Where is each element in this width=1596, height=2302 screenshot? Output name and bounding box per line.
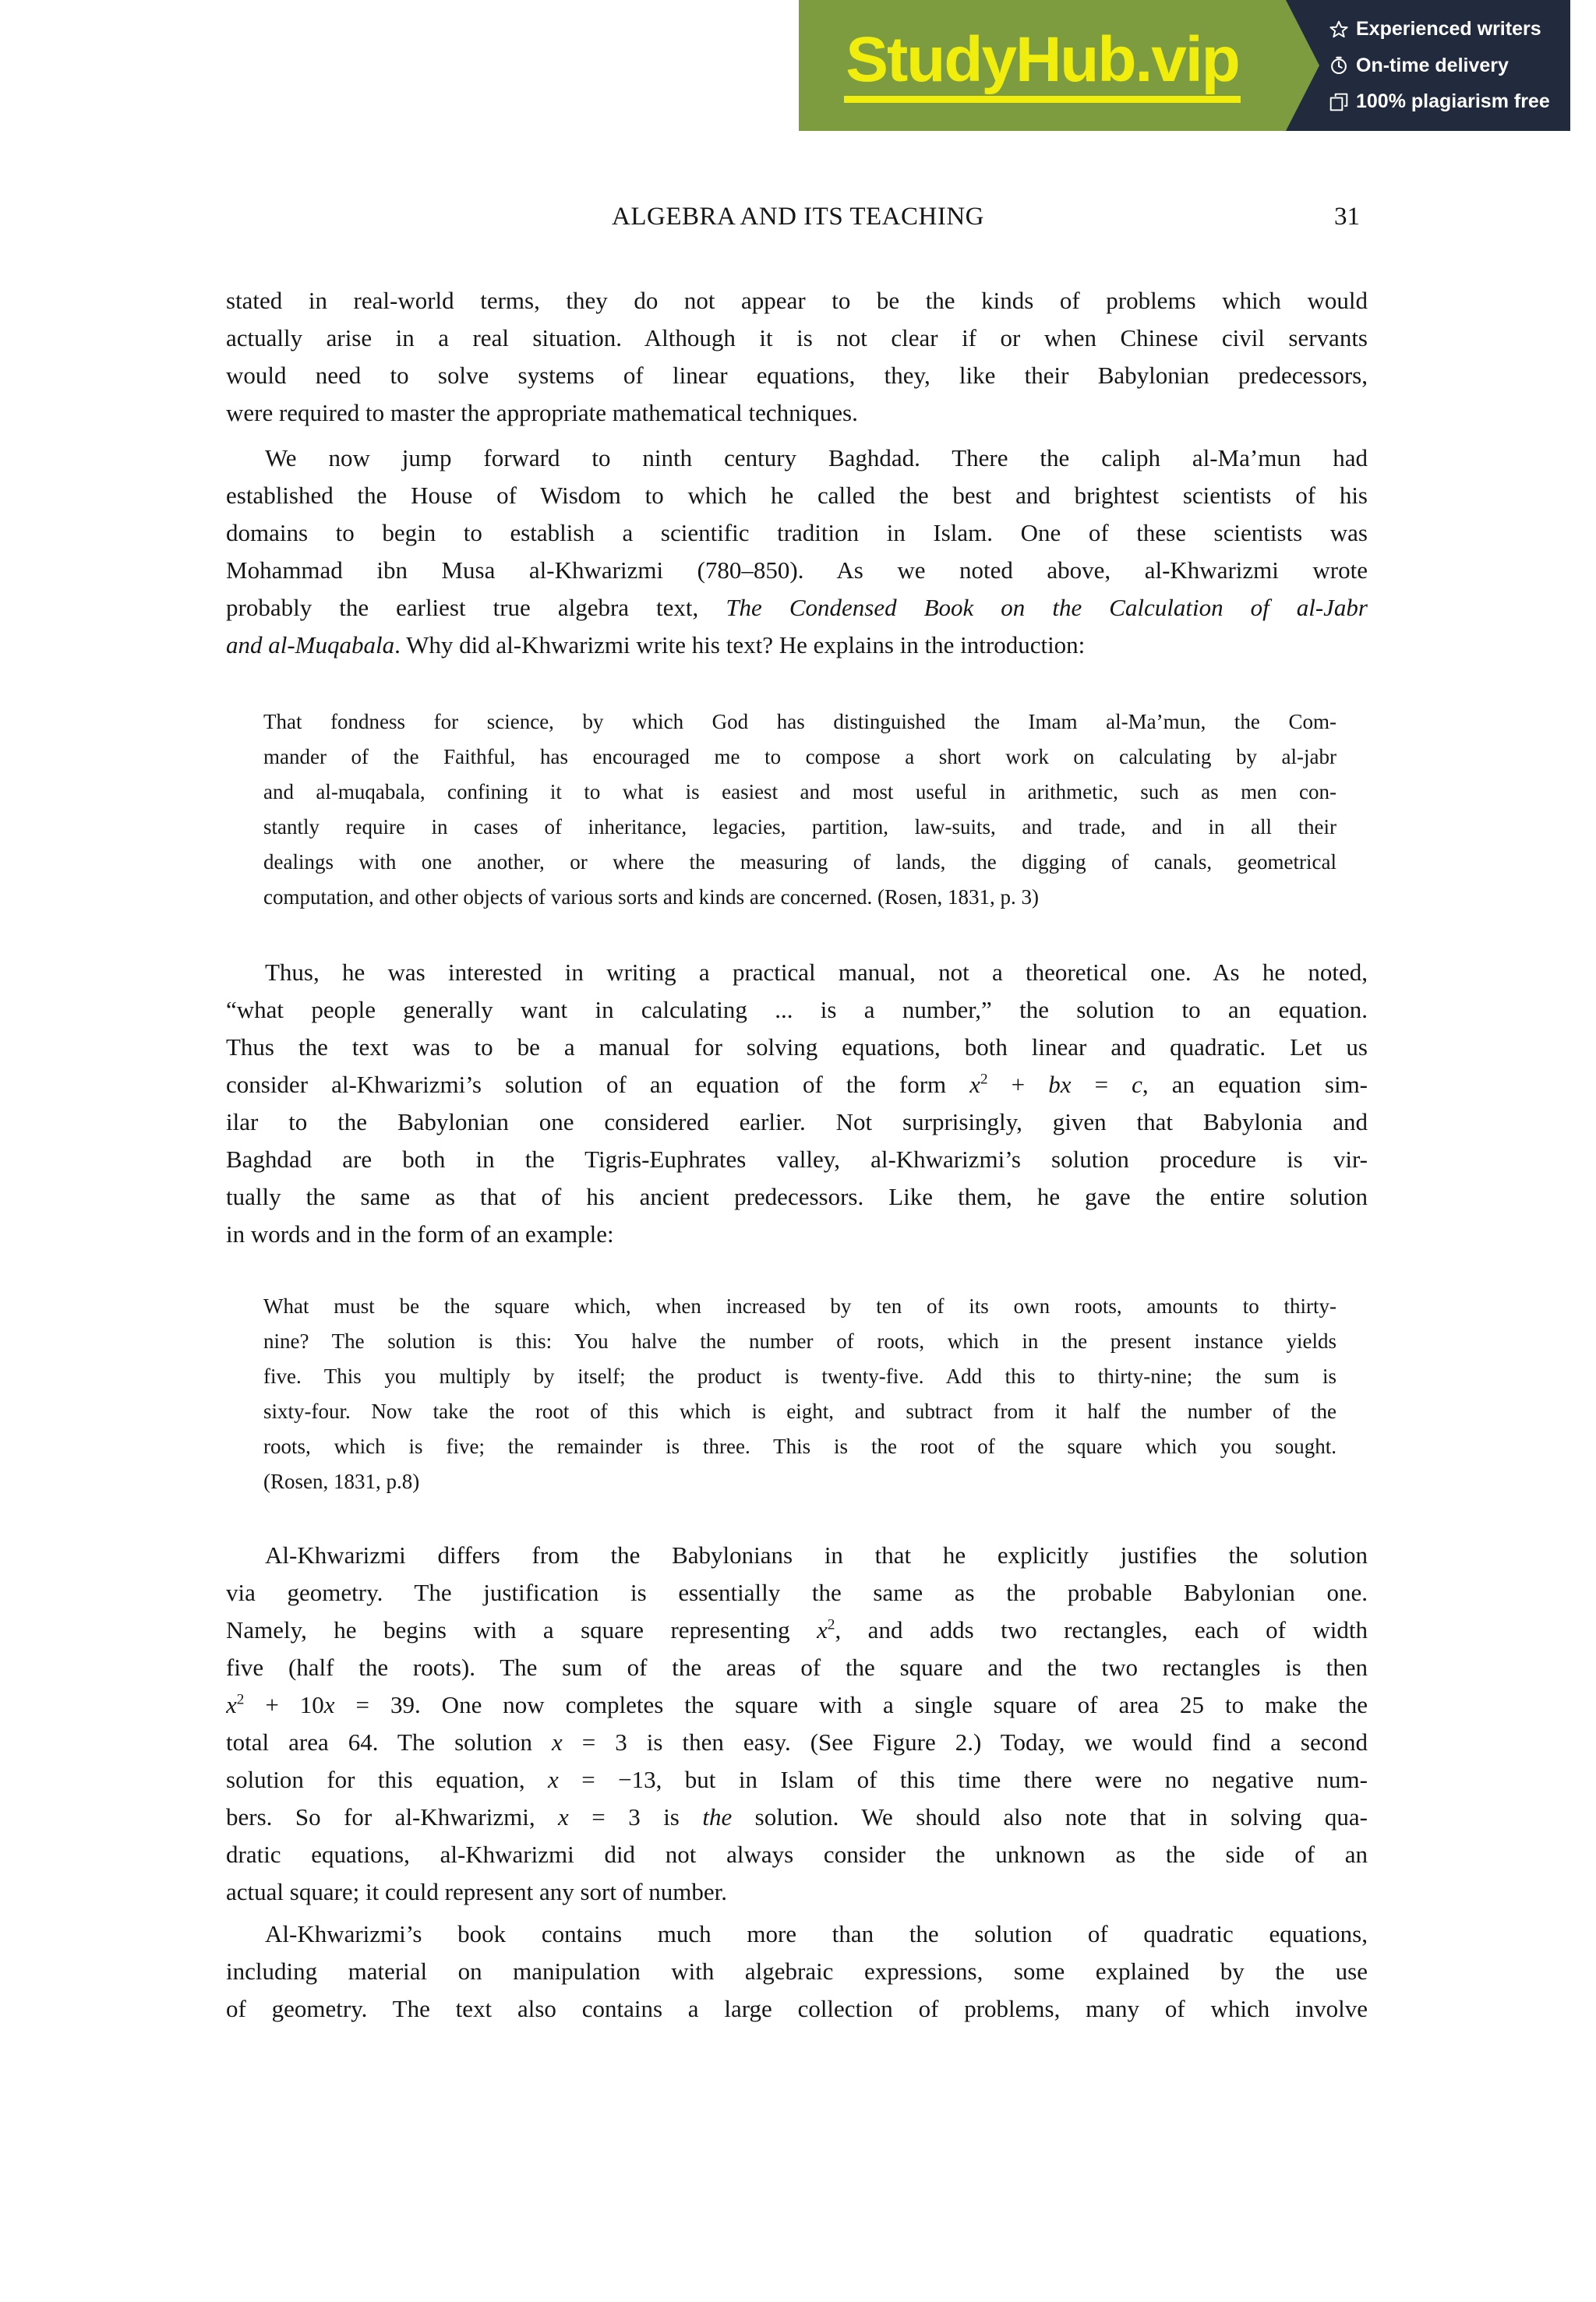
text-line	[226, 1216, 1368, 1253]
text-line	[226, 1915, 1368, 1953]
clock-icon	[1329, 55, 1349, 76]
text-segment: roots, which is five; the remainder is three. This is the root of the square which you sought.	[263, 1435, 1336, 1458]
text-segment: That fondness for science, by which God has distinguished the Imam al-Ma’mun, the Com-	[263, 710, 1336, 733]
text-line	[226, 514, 1368, 552]
text-segment: would need to solve systems of linear equations, they, like their Babylonian predecessors,	[226, 362, 1368, 389]
feature-label: On-time delivery	[1356, 54, 1509, 76]
feature-on-time-delivery	[1329, 55, 1550, 77]
text-segment: = 39. One now completes the square with a single square of area 25 to make the	[334, 1691, 1368, 1718]
text-segment: actually arise in a real situation. Although it is not clear if or when Chinese civil servants	[226, 324, 1368, 351]
studyhub-logo[interactable]: StudyHub.vip	[844, 28, 1240, 103]
text-line	[263, 1324, 1336, 1359]
italic-text: x	[558, 1803, 569, 1831]
block-quote	[263, 1289, 1336, 1499]
text-segment: We now jump forward to ninth century Baghdad. There the caliph al-Ma’mun had	[265, 444, 1368, 471]
text-line	[263, 740, 1336, 775]
text-segment: bers. So for al-Khwarizmi,	[226, 1803, 559, 1831]
text-segment: in words and in the form of an example:	[226, 1220, 614, 1248]
italic-text: The Condensed Book on the Calculation of al-Jabr	[726, 594, 1368, 621]
text-line	[263, 880, 1336, 915]
text-segment: + 10	[244, 1691, 324, 1718]
text-line	[263, 1429, 1336, 1464]
copy-icon	[1329, 92, 1349, 112]
text-line	[226, 1873, 1368, 1911]
text-line	[226, 357, 1368, 394]
text-segment: +	[987, 1071, 1049, 1098]
paragraph	[226, 1537, 1368, 1911]
text-segment: “what people generally want in calculating ... is a number,” the solution to an equation.	[226, 996, 1368, 1023]
text-segment: stated in real-world terms, they do not appear to be the kinds of problems which would	[226, 287, 1368, 314]
text-segment: Namely, he begins with a square representing	[226, 1616, 817, 1644]
text-line	[263, 1289, 1336, 1324]
text-line	[226, 627, 1368, 664]
text-segment: = 3 is	[568, 1803, 703, 1831]
text-segment: Al-Khwarizmi’s book contains much more than the solution of quadratic equations,	[265, 1920, 1368, 1947]
text-line	[226, 1574, 1368, 1612]
text-line	[226, 282, 1368, 320]
feature-label: 100% plagiarism free	[1356, 90, 1550, 112]
italic-text: bx	[1048, 1071, 1072, 1098]
text-segment: Mohammad ibn Musa al-Khwarizmi (780–850). As we noted above, al-Khwarizmi wrote	[226, 556, 1368, 584]
text-segment: = 3 is then easy. (See Figure 2.) Today, we would find a second	[562, 1728, 1368, 1756]
superscript: 2	[980, 1071, 988, 1088]
text-segment: What must be the square which, when increased by ten of its own roots, amounts to thirty-	[263, 1294, 1336, 1318]
text-segment: Al-Khwarizmi differs from the Babylonians in that he explicitly justifies the solution	[265, 1541, 1368, 1569]
text-line	[226, 1724, 1368, 1761]
text-line	[226, 589, 1368, 627]
feature-plagiarism-free	[1329, 90, 1550, 113]
text-line	[226, 320, 1368, 357]
running-title: ALGEBRA AND ITS TEACHING	[612, 203, 984, 231]
text-segment: dratic equations, al-Khwarizmi did not always consider the unknown as the side of an	[226, 1841, 1368, 1868]
text-segment: consider al-Khwarizmi’s solution of an equation of the form	[226, 1071, 970, 1098]
text-segment: computation, and other objects of various sorts and kinds are concerned. (Rosen, 1831, p. 3)	[263, 885, 1040, 909]
text-segment: =	[1071, 1071, 1132, 1098]
text-segment: Baghdad are both in the Tigris-Euphrates valley, al-Khwarizmi’s solution procedure is vir-	[226, 1146, 1368, 1173]
text-line	[226, 1953, 1368, 1990]
italic-text: the	[702, 1803, 733, 1831]
text-line	[263, 1359, 1336, 1394]
page-header	[0, 201, 1596, 232]
text-line	[226, 1799, 1368, 1836]
banner-features	[1329, 18, 1550, 113]
text-segment: stantly require in cases of inheritance, legacies, partition, law-suits, and trade, and in all their	[263, 815, 1336, 839]
text-line	[263, 1394, 1336, 1429]
italic-text: x	[548, 1766, 559, 1793]
superscript: 2	[827, 1616, 835, 1633]
text-segment: Thus the text was to be a manual for solving equations, both linear and quadratic. Let us	[226, 1033, 1368, 1061]
text-line	[226, 1990, 1368, 2028]
text-line	[226, 954, 1368, 991]
text-segment: , and adds two rectangles, each of width	[835, 1616, 1368, 1644]
text-line	[226, 1141, 1368, 1178]
feature-label: Experienced writers	[1356, 18, 1541, 40]
text-line	[226, 440, 1368, 477]
text-segment: solution. We should also note that in solving qua-	[732, 1803, 1368, 1831]
superscript: 2	[236, 1691, 245, 1708]
text-segment: actual square; it could represent any sort of number.	[226, 1878, 728, 1905]
page-number: 31	[1334, 203, 1360, 231]
italic-text: x	[226, 1691, 237, 1718]
text-line	[263, 1464, 1336, 1499]
text-segment: domains to begin to establish a scientific tradition in Islam. One of these scientists was	[226, 519, 1368, 546]
text-line	[226, 1066, 1368, 1103]
studyhub-banner[interactable]	[799, 0, 1570, 131]
text-segment: mander of the Faithful, has encouraged me to compose a short work on calculating by al-jabr	[263, 745, 1336, 768]
feature-experienced-writers	[1329, 18, 1550, 41]
italic-text: and al-Muqabala	[226, 631, 395, 658]
italic-text: x	[552, 1728, 563, 1756]
text-segment: ilar to the Babylonian one considered earlier. Not surprisingly, given that Babylonia and	[226, 1108, 1368, 1135]
star-icon	[1329, 19, 1349, 40]
text-segment: via geometry. The justification is essentially the same as the probable Babylonian one.	[226, 1579, 1368, 1606]
paragraph	[226, 1915, 1368, 2028]
text-line	[263, 775, 1336, 810]
text-line	[226, 1686, 1368, 1724]
text-segment: , an equation sim-	[1142, 1071, 1368, 1098]
banner-brand-wrap	[799, 0, 1286, 131]
text-line	[226, 1649, 1368, 1686]
italic-text: x	[969, 1071, 980, 1098]
italic-text: x	[817, 1616, 828, 1644]
text-line	[263, 810, 1336, 845]
text-segment: Thus, he was interested in writing a practical manual, not a theoretical one. As he noted,	[265, 959, 1368, 986]
text-line	[263, 704, 1336, 740]
text-segment: five. This you multiply by itself; the product is twenty-five. Add this to thirty-nine; the sum is	[263, 1365, 1336, 1388]
text-segment: tually the same as that of his ancient predecessors. Like them, he gave the entire solution	[226, 1183, 1368, 1210]
text-segment: probably the earliest true algebra text,	[226, 594, 726, 621]
text-segment: including material on manipulation with algebraic expressions, some explained by the use	[226, 1958, 1368, 1985]
text-segment: total area 64. The solution	[226, 1728, 553, 1756]
text-line	[226, 552, 1368, 589]
italic-text: x	[323, 1691, 335, 1718]
text-segment: five (half the roots). The sum of the areas of the square and the two rectangles is then	[226, 1654, 1368, 1681]
text-segment: of geometry. The text also contains a large collection of problems, many of which involve	[226, 1995, 1368, 2022]
text-segment: nine? The solution is this: You halve the number of roots, which in the present instance yields	[263, 1329, 1336, 1353]
text-line	[226, 1103, 1368, 1141]
text-line	[226, 991, 1368, 1029]
text-line	[226, 1029, 1368, 1066]
paragraph	[226, 954, 1368, 1253]
text-line	[226, 394, 1368, 432]
paragraph	[226, 440, 1368, 664]
text-segment: (Rosen, 1831, p.8)	[263, 1470, 420, 1493]
block-quote	[263, 704, 1336, 915]
text-segment: = −13, but in Islam of this time there were no negative num-	[558, 1766, 1368, 1793]
text-line	[226, 1836, 1368, 1873]
text-segment: and al-muqabala, confining it to what is easiest and most useful in arithmetic, such as men con-	[263, 780, 1336, 803]
text-line	[226, 1537, 1368, 1574]
text-line	[226, 1178, 1368, 1216]
text-segment: dealings with one another, or where the measuring of lands, the digging of canals, geometrical	[263, 850, 1336, 874]
text-segment: were required to master the appropriate mathematical techniques.	[226, 399, 858, 426]
text-segment: sixty-four. Now take the root of this which is eight, and subtract from it half the number of the	[263, 1400, 1336, 1423]
text-segment: solution for this equation,	[226, 1766, 549, 1793]
paragraph	[226, 282, 1368, 432]
text-line	[226, 1761, 1368, 1799]
italic-text: c	[1132, 1071, 1142, 1098]
text-line	[226, 477, 1368, 514]
text-segment: . Why did al-Khwarizmi write his text? He explains in the introduction:	[394, 631, 1086, 658]
body-text-column	[226, 282, 1368, 2028]
text-line	[263, 845, 1336, 880]
text-segment: established the House of Wisdom to which he called the best and brightest scientists of his	[226, 482, 1368, 509]
text-line	[226, 1612, 1368, 1649]
